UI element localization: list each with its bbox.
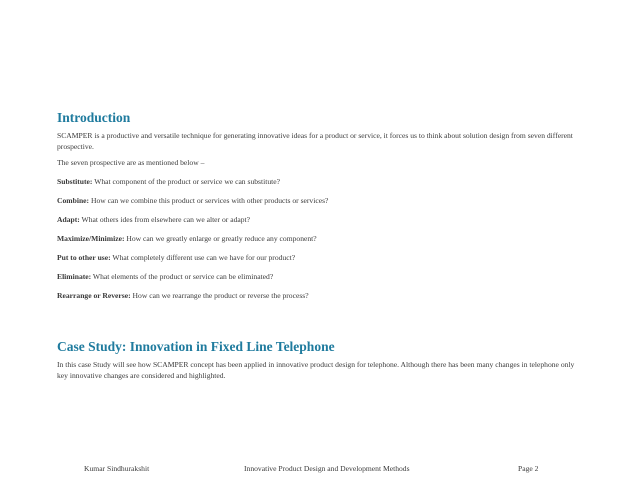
scamper-item-eliminate — [57, 271, 577, 282]
item-text: How can we rearrange the product or reverse the process? — [130, 291, 309, 300]
item-text: How can we combine this product or services with other products or services? — [89, 196, 329, 205]
item-term: Combine: — [57, 196, 90, 205]
scamper-item-substitute — [57, 176, 577, 187]
introduction-heading: Introduction — [57, 110, 131, 125]
introduction-paragraph: SCAMPER is a productive and versatile technique for generating innovative ideas for a product or service, it forces us to think about solution design from seven different prospective. — [57, 131, 573, 151]
footer-page-number: Page 2 — [518, 464, 539, 473]
item-term: Adapt: — [57, 215, 80, 224]
footer-author: Kumar Sindhurakshit — [84, 464, 150, 473]
item-term: Eliminate: — [57, 272, 92, 281]
item-term: Substitute: — [57, 177, 93, 186]
item-text: What others ides from elsewhere can we alter or adapt? — [79, 215, 251, 224]
scamper-item-combine — [57, 195, 577, 206]
item-text: What completely different use can we have for our product? — [110, 253, 296, 262]
item-text: How can we greatly enlarge or greatly reduce any component? — [124, 234, 317, 243]
item-text: What elements of the product or service can be eliminated? — [91, 272, 274, 281]
item-term: Rearrange or Reverse: — [57, 291, 131, 300]
scamper-item-adapt — [57, 214, 577, 225]
case-study-paragraph: In this case Study will see how SCAMPER concept has been applied in innovative product design for telephone. Although there has been many changes in telephone only key innovative changes are considered and highlighted. — [57, 360, 575, 380]
scamper-item-maximize-minimize — [57, 233, 577, 244]
page-footer — [0, 464, 638, 476]
scamper-item-put-to-other-use — [57, 252, 577, 263]
item-term: Put to other use: — [57, 253, 111, 262]
case-study-heading: Case Study: Innovation in Fixed Line Telephone — [57, 339, 335, 354]
item-term: Maximize/Minimize: — [57, 234, 125, 243]
case-study-section — [57, 339, 577, 381]
item-text: What component of the product or service we can substitute? — [92, 177, 280, 186]
footer-course-title: Innovative Product Design and Development Methods — [244, 464, 410, 473]
seven-prospective-line: The seven prospective are as mentioned below – — [57, 158, 205, 167]
scamper-item-rearrange-reverse — [57, 290, 577, 301]
introduction-section — [57, 110, 577, 301]
